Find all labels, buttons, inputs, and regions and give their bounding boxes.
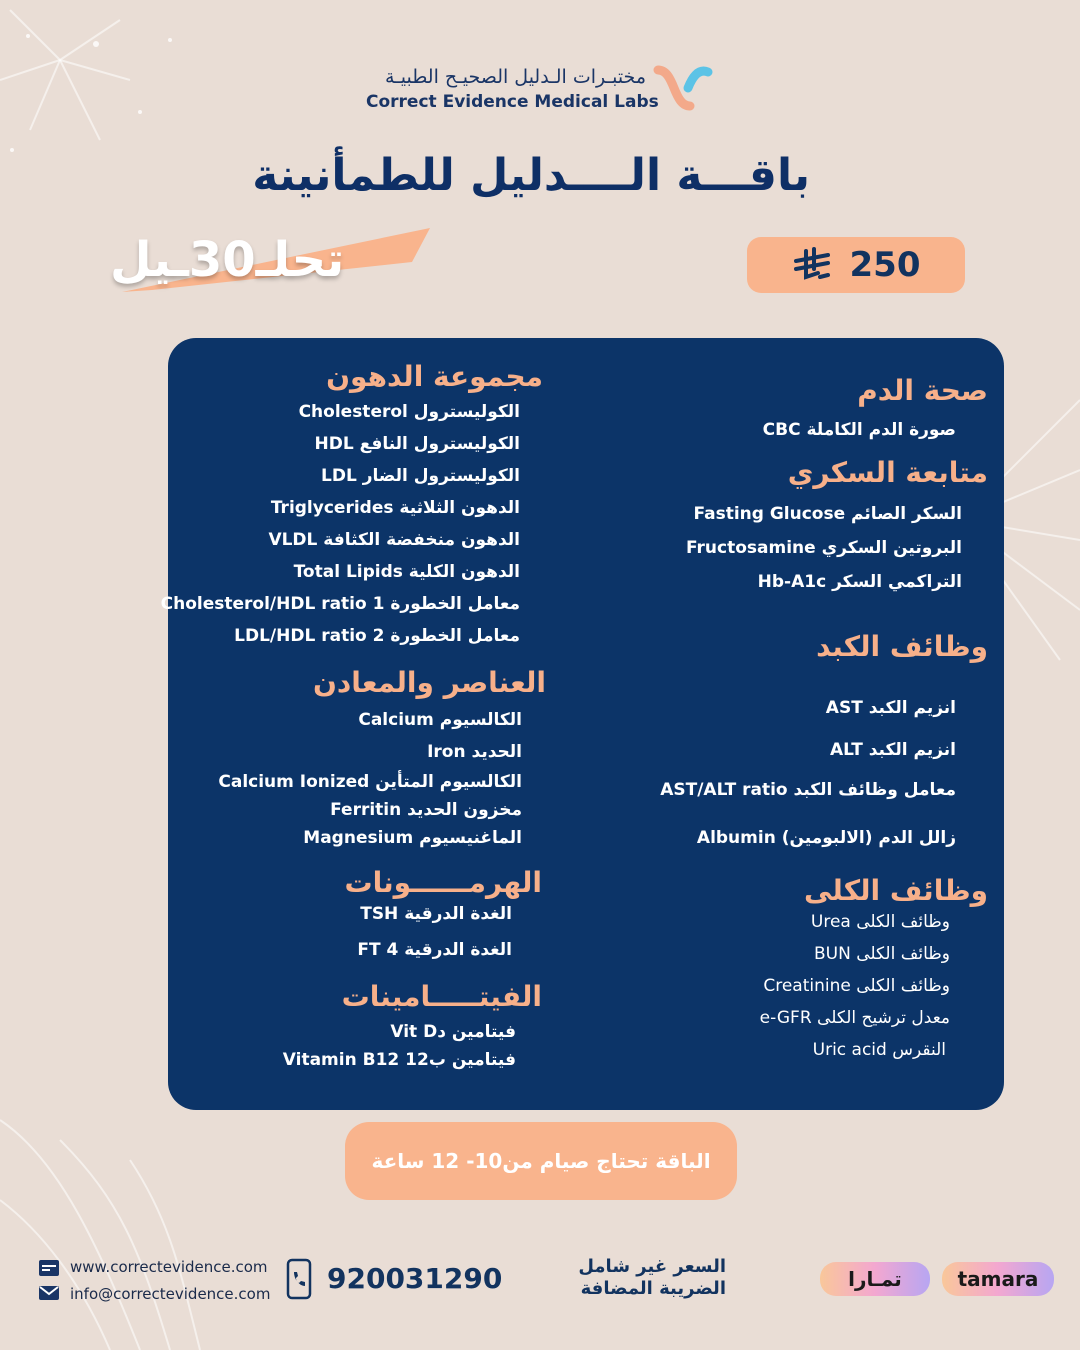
section-title-minerals: العناصر والمعادن (313, 666, 546, 699)
brand-name-english: Correct Evidence Medical Labs (366, 92, 659, 112)
list-item: معامل وظائف الكبد AST/ALT ratio (660, 780, 956, 800)
tamara-badge-arabic[interactable] (820, 1262, 930, 1296)
website-link[interactable]: www.correctevidence.com (70, 1258, 268, 1276)
list-item: السكر الصائم Fasting Glucose (693, 504, 962, 524)
section-title-liver: وظائف الكبد (816, 630, 988, 663)
tamara-badge-english[interactable] (942, 1262, 1054, 1296)
list-item: وظائف الكلى BUN (814, 944, 950, 964)
list-item: الحديد Iron (427, 742, 522, 762)
list-item: الكوليسترول Cholesterol (298, 402, 520, 422)
fasting-note-text: الباقة تحتاج صيام من10- 12 ساعة (371, 1149, 711, 1173)
section-title-lipids: مجموعة الدهون (326, 360, 543, 393)
price-value: 250 (849, 245, 921, 285)
list-item: انزيم الكبد ALT (830, 740, 956, 760)
brand-name-arabic: مختبـرات الـدليل الصحيـح الطبيـة (384, 66, 646, 88)
list-item: الدهون منخفضة الكثافة VLDL (268, 530, 520, 550)
list-item: صورة الدم الكاملة CBC (762, 420, 956, 440)
riyal-symbol-icon (792, 247, 832, 283)
tamara-label-english: tamara (957, 1267, 1039, 1291)
list-item: الماغنيسيوم Magnesium (303, 828, 522, 848)
list-item: معامل الخطورة Cholesterol/HDL ratio 1 (160, 594, 520, 614)
email-icon (38, 1285, 60, 1301)
list-item: انزيم الكبد AST (825, 698, 956, 718)
email-link[interactable]: info@correctevidence.com (70, 1285, 271, 1303)
vat-line-1: السعر غير شامل (578, 1256, 726, 1277)
section-title-blood: صحة الدم (857, 374, 988, 407)
list-item: فيتامين ب12 Vitamin B12 (282, 1050, 516, 1070)
list-item: معامل الخطورة LDL/HDL ratio 2 (234, 626, 520, 646)
list-item: الكالسيوم المتأين Calcium Ionized (218, 772, 522, 792)
list-item: وظائف الكلى Urea (810, 912, 950, 932)
price-badge (747, 237, 965, 293)
fasting-note (345, 1122, 737, 1200)
list-item: التراكمي السكر Hb-A1c (757, 572, 962, 592)
list-item: البروتين السكري Fructosamine (686, 538, 962, 558)
list-item: معدل ترشيح الكلى e-GFR (759, 1008, 950, 1028)
list-item: الكوليسترول النافع HDL (314, 434, 520, 454)
tests-panel (160, 338, 1004, 1110)
list-item: الدهون الثلاثية Triglycerides (270, 498, 520, 518)
list-item: مخزون الحديد Ferritin (330, 800, 522, 820)
phone-icon (286, 1258, 312, 1300)
section-title-hormones: الهرمــــــونات (344, 866, 542, 899)
list-item: الغدة الدرقية FT 4 (357, 940, 512, 960)
tamara-label-arabic: تمـارا (848, 1267, 902, 1291)
list-item: زالل الدم (الالبومين) Albumin (696, 828, 956, 848)
list-item: النقرس Uric acid (812, 1040, 946, 1060)
lab-logo-icon (652, 60, 714, 114)
list-item: وظائف الكلى Creatinine (763, 976, 950, 996)
website-icon (38, 1258, 60, 1278)
section-title-diabetes: متابعة السكري (787, 456, 988, 489)
tests-count-offer: تحلـ30ـيل (110, 232, 345, 288)
section-title-kidney: وظائف الكلى (803, 874, 988, 907)
vat-line-2: الضريبة المضافة (580, 1278, 726, 1299)
list-item: الكوليسترول الضار LDL (321, 466, 520, 486)
phone-number[interactable]: 920031290 (327, 1262, 503, 1295)
list-item: الغدة الدرقية TSH (360, 904, 512, 924)
package-title: باقـــة الــــدليل للطمأنينة (252, 150, 810, 201)
section-title-vitamins: الفيتـــــامينات (341, 980, 542, 1013)
list-item: الكالسيوم Calcium (358, 710, 522, 730)
list-item: فيتامين دVit D (390, 1022, 516, 1042)
vat-notice (560, 1256, 726, 1300)
list-item: الدهون الكلية Total Lipids (293, 562, 520, 582)
